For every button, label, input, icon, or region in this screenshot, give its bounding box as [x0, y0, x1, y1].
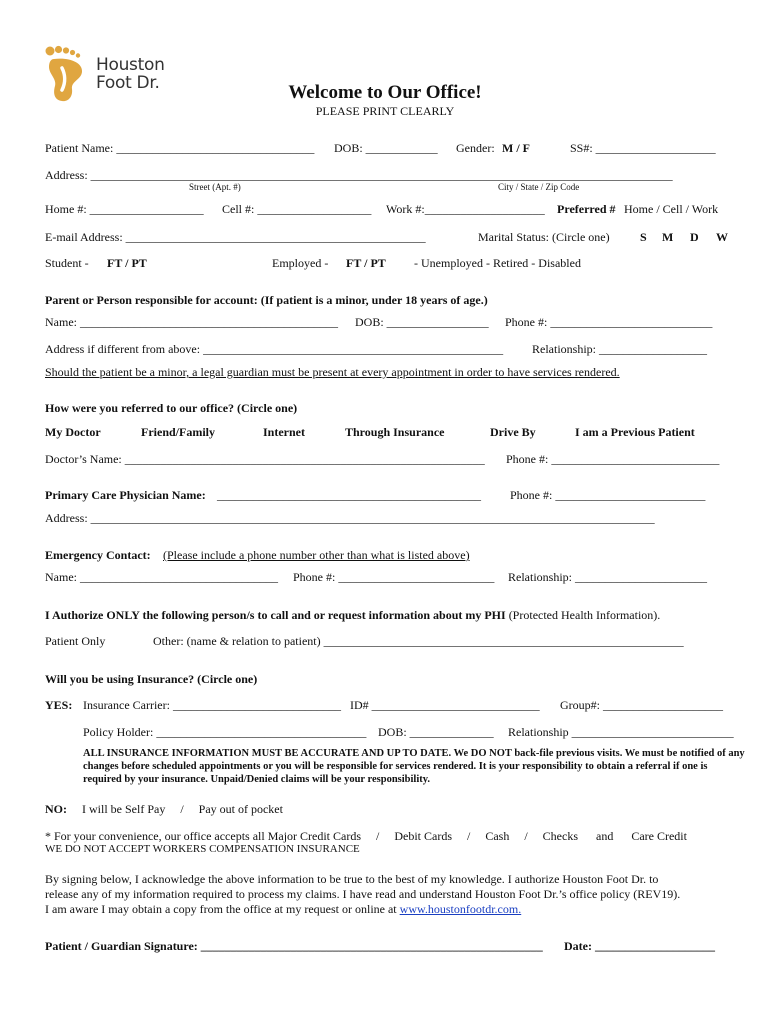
policy-holder-dob-field[interactable]: DOB: ______________: [378, 725, 494, 739]
policy-holder-relationship-field[interactable]: Relationship ___________________________: [508, 725, 734, 739]
self-pay-options[interactable]: I will be Self Pay / Pay out of pocket: [82, 802, 283, 816]
website-link[interactable]: www.houstonfootdr.com.: [399, 902, 522, 916]
dob-field[interactable]: DOB: ____________: [334, 141, 438, 155]
page-title: Welcome to Our Office!: [288, 82, 482, 103]
marital-option-d[interactable]: D: [690, 230, 699, 244]
phi-heading: [45, 608, 660, 623]
street-hint: Street (Apt. #): [189, 182, 241, 192]
pcp-phone-field[interactable]: Phone #: _________________________: [510, 488, 706, 502]
employment-status-options[interactable]: - Unemployed - Retired - Disabled: [414, 256, 581, 270]
pcp-name-field[interactable]: ____________________________________________: [217, 488, 481, 502]
work-phone-field[interactable]: Work #:____________________: [386, 202, 545, 216]
doctor-name-field[interactable]: Doctor’s Name: ____________________________________________________________: [45, 452, 485, 466]
referral-option-through-insurance[interactable]: Through Insurance: [345, 425, 445, 439]
phi-patient-only[interactable]: Patient Only: [45, 634, 106, 648]
cell-phone-field[interactable]: Cell #: ___________________: [222, 202, 372, 216]
referral-option-internet[interactable]: Internet: [263, 425, 305, 439]
responsible-address-field[interactable]: Address if different from above: __________________________________________________: [45, 342, 504, 356]
referral-option-drive-by[interactable]: Drive By: [490, 425, 536, 439]
gender-label: Gender:: [456, 141, 495, 155]
referral-option-my-doctor[interactable]: My Doctor: [45, 425, 101, 439]
student-label: Student -: [45, 256, 89, 270]
marital-status-label: Marital Status: (Circle one): [478, 230, 610, 244]
payment-methods-line: * For your convenience, our office accepts all Major Credit Cards / Debit Cards / Cash / Checks and Care Credit: [45, 829, 687, 843]
page-subtitle: PLEASE PRINT CLEARLY: [315, 104, 455, 118]
address-field[interactable]: Address: _________________________________________________________________________________________________: [45, 168, 673, 182]
referral-option-previous-patient[interactable]: I am a Previous Patient: [575, 425, 695, 439]
acknowledgment-line-3: [45, 902, 745, 917]
insurance-heading: Will you be using Insurance? (Circle one): [45, 672, 258, 686]
acknowledgment-text: [45, 872, 745, 917]
acknowledgment-line-1: By signing below, I acknowledge the above information to be true to the best of my knowledge. I authorize Houston Foot Dr. to: [45, 872, 659, 886]
ssn-field[interactable]: SS#: ____________________: [570, 141, 716, 155]
signature-field[interactable]: Patient / Guardian Signature: _________________________________________________________: [45, 939, 543, 953]
responsible-party-heading: Parent or Person responsible for account: (If patient is a minor, under 18 years of age.): [45, 293, 488, 307]
emergency-contact-label: Emergency Contact:: [45, 548, 151, 562]
minor-notice: Should the patient be a minor, a legal guardian must be present at every appointment in order to have services rendered.: [45, 365, 620, 379]
insurance-id-field[interactable]: ID# ____________________________: [350, 698, 540, 712]
insurance-no-label[interactable]: NO:: [45, 802, 67, 816]
marital-option-s[interactable]: S: [640, 230, 647, 244]
emergency-contact-note: (Please include a phone number other than what is listed above): [163, 548, 470, 562]
preferred-phone-label: Preferred #: [557, 202, 616, 216]
emergency-name-field[interactable]: Name: _________________________________: [45, 570, 278, 584]
student-options[interactable]: FT / PT: [107, 256, 147, 270]
employed-options[interactable]: FT / PT: [346, 256, 386, 270]
email-field[interactable]: E-mail Address: __________________________________________________: [45, 230, 426, 244]
insurance-group-field[interactable]: Group#: ____________________: [560, 698, 723, 712]
policy-holder-field[interactable]: Policy Holder: ___________________________________: [83, 725, 367, 739]
marital-option-w[interactable]: W: [716, 230, 728, 244]
referral-option-friend-family[interactable]: Friend/Family: [141, 425, 215, 439]
referral-heading: How were you referred to our office? (Circle one): [45, 401, 298, 415]
city-state-zip-hint: City / State / Zip Code: [498, 182, 580, 192]
insurance-yes-label[interactable]: YES:: [45, 698, 73, 712]
emergency-relationship-field[interactable]: Relationship: ______________________: [508, 570, 707, 584]
responsible-name-field[interactable]: Name: ___________________________________________: [45, 315, 338, 329]
doctor-phone-field[interactable]: Phone #: ____________________________: [506, 452, 720, 466]
acknowledgment-line-3-text: I am aware I may obtain a copy from the office at my request or online at: [45, 902, 397, 916]
patient-name-field[interactable]: Patient Name: _________________________________: [45, 141, 315, 155]
workers-comp-notice: WE DO NOT ACCEPT WORKERS COMPENSATION INSURANCE: [45, 843, 360, 855]
home-phone-field[interactable]: Home #: ___________________: [45, 202, 204, 216]
date-field[interactable]: Date: ____________________: [564, 939, 715, 953]
logo-line2: Foot Dr.: [96, 73, 160, 93]
employed-label: Employed -: [272, 256, 329, 270]
pcp-address-field[interactable]: Address: ______________________________________________________________________________________________: [45, 511, 655, 525]
acknowledgment-line-2: release any of my information required to process my claims. I have read and understand Houston Foot Dr.’s office policy (REV19).: [45, 887, 681, 901]
preferred-phone-options[interactable]: Home / Cell / Work: [624, 202, 719, 216]
phi-heading-bold: I Authorize ONLY the following person/s to call and or request information about my PHI: [45, 608, 506, 622]
insurance-notice: ALL INSURANCE INFORMATION MUST BE ACCURATE AND UP TO DATE. We DO NOT back-file previous visits. We must be notified of any changes before scheduled appointments or you will be responsible for services rendered. It is your responsibility to obtain a referral if one is required by your insurance. Unpaid/Denied claims will be your responsibility.: [83, 748, 745, 785]
phi-heading-note: (Protected Health Information).: [508, 608, 661, 622]
insurance-carrier-field[interactable]: Insurance Carrier: ____________________________: [83, 698, 341, 712]
responsible-dob-field[interactable]: DOB: _________________: [355, 315, 489, 329]
logo-line1: Houston: [96, 55, 165, 75]
pcp-label: Primary Care Physician Name:: [45, 488, 206, 502]
marital-option-m[interactable]: M: [662, 230, 674, 244]
gender-options[interactable]: M / F: [502, 141, 530, 155]
phi-other-field[interactable]: Other: (name & relation to patient) ____________________________________________________________: [153, 634, 684, 648]
responsible-phone-field[interactable]: Phone #: ___________________________: [505, 315, 713, 329]
responsible-relationship-field[interactable]: Relationship: __________________: [532, 342, 707, 356]
emergency-phone-field[interactable]: Phone #: __________________________: [293, 570, 495, 584]
